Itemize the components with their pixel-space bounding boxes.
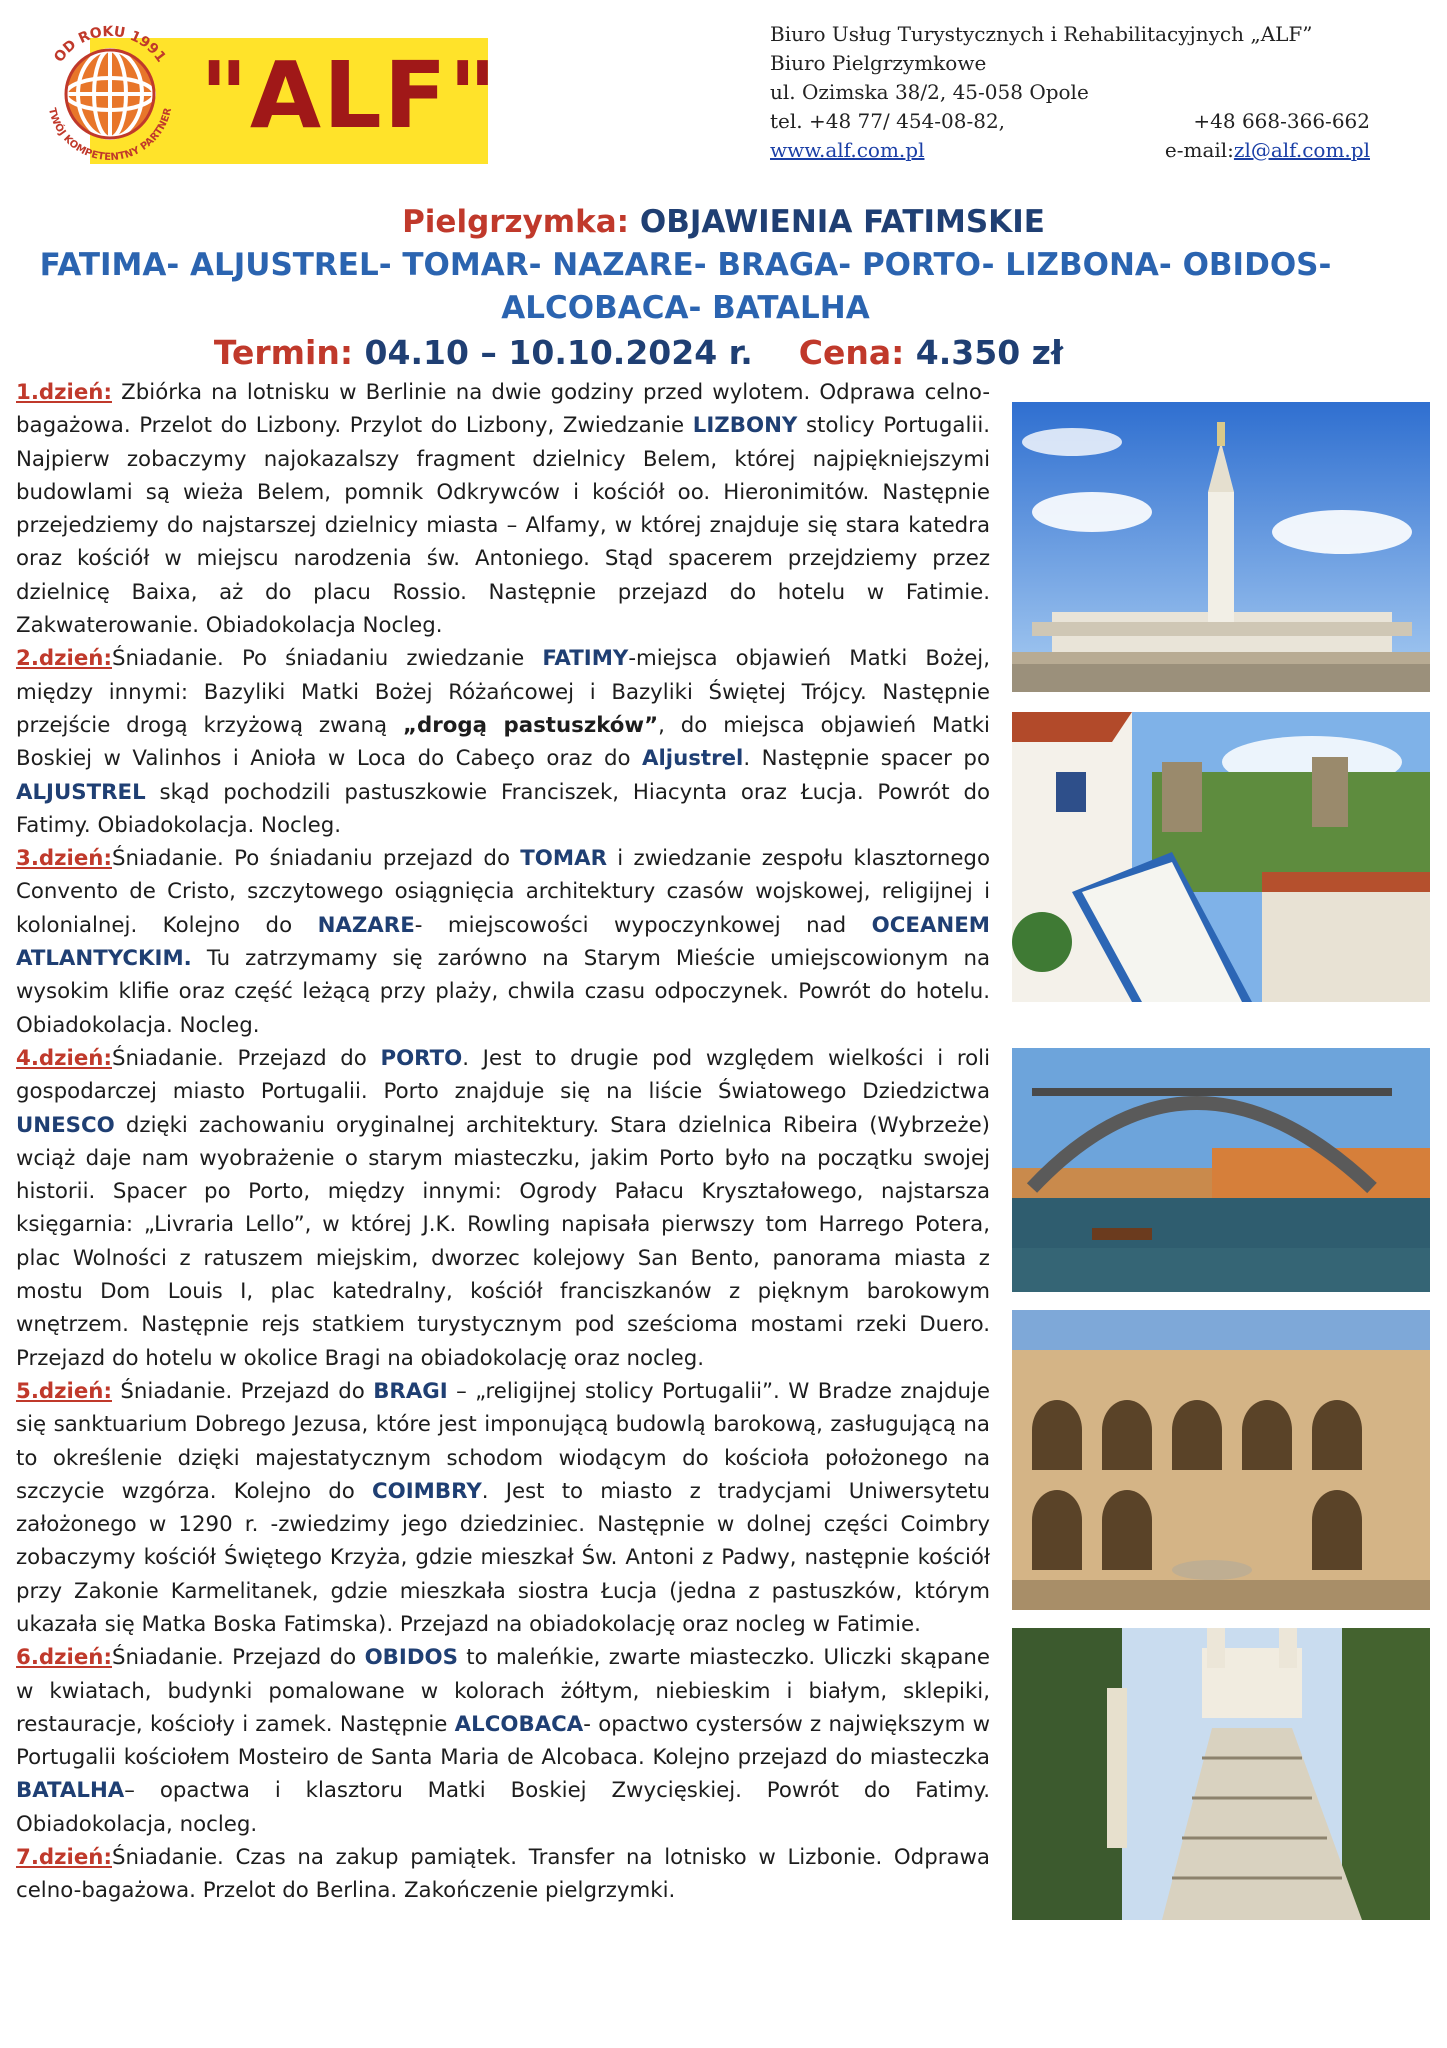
- day-keyword: OCEANEM ATLANTYCKIM.: [16, 912, 990, 972]
- cena-value: 4.350 zł: [915, 333, 1064, 372]
- fatima-sanctuary-photo: [1012, 402, 1430, 692]
- itinerary: [16, 376, 990, 1908]
- day-text: . Jest to miasto z tradycjami Uniwersytetu założonego w 1290 r. -zwiedzimy jego dziedziniec. Następnie w dolnej części Coimbry zobaczymy kościół Świętego Krzyża, gdzie mieszkał Św. Antoni z Padwy, następnie kościół przy Zakonie Karmelitanek, gdzie mieszkała siostra Łucja (jedna z pastuszków, którym ukazała się Matka Boska Fatimska). Przejazd na obiadokolację oraz nocleg w Fatimie.: [16, 1478, 990, 1637]
- convento-de-cristo-photo: [1012, 1310, 1430, 1610]
- globe-icon: [30, 14, 190, 174]
- agency-website-link[interactable]: www.alf.com.pl: [770, 138, 925, 162]
- day-text: Zbiórka na lotnisku w Berlinie na dwie godziny przed wylotem. Odprawa celno-bagażowa. Przelot do Lizbony. Przylot do Lizbony, Zwiedzanie: [16, 380, 990, 439]
- logo-ring-top: OD ROKU 1991: [51, 23, 169, 66]
- day-text: Śniadanie. Przejazd do: [111, 1645, 365, 1671]
- day-text: skąd pochodzili pastuszkowie Franciszek, Hiacynta oraz Łucja. Powrót do Fatimy. Obiadokolacja. Nocleg.: [16, 779, 990, 838]
- agency-address: ul. Ozimska 38/2, 45-058 Opole: [770, 80, 1089, 104]
- day-text: Tu zatrzymamy się zarówno na Starym Mieście umiejscowionym na wysokim klifie oraz część leżącą przy plaży, chwila czasu odpoczynek. Powrót do hotelu. Obiadokolacja. Nocleg.: [16, 946, 990, 1038]
- day-1: [16, 376, 990, 642]
- day-text: Śniadanie. Przejazd do: [111, 1045, 381, 1071]
- agency-contact: [770, 20, 1370, 165]
- day-text: stolicy Portugalii. Najpierw zobaczymy najokazalszy fragment dzielnicy Belem, której najpiękniejszymi budowlami są wieża Belem, pomnik Odkrywców i kościół oo. Hieronimitów. Następnie przejedziemy do najstarszej dzielnicy miasta – Alfamy, w której znajduje się stara katedra oraz kościół w miejscu narodzenia św. Antoniego. Stąd spacerem przejdziemy przez dzielnicę Baixa, aż do placu Rossio. Następnie przejazd do hotelu w Fatimie. Zakwaterowanie. Obiadokolacja Nocleg.: [16, 413, 991, 639]
- agency-subtitle: Biuro Pielgrzymkowe: [770, 51, 987, 75]
- day-quote: „drogą pastuszków”: [402, 712, 659, 738]
- agency-phone: tel. +48 77/ 454-08-82,: [770, 109, 1006, 133]
- day-2: [16, 642, 990, 842]
- route-line-2: ALCOBACA- BATALHA: [501, 290, 870, 326]
- day-label: 7.dzień:: [16, 1845, 112, 1871]
- logo-ring-bottom: TWÓJ KOMPETENTNY PARTNER: [45, 106, 175, 164]
- day-7: [16, 1841, 990, 1908]
- day-text: -miejsca objawień Matki Bożej, między innymi: Bazyliki Matki Bożej Różańcowej i Bazyliki Świętej Trójcy. Następnie przejście drogą krzyżową zwaną: [16, 646, 990, 738]
- date-price-line: [0, 333, 1362, 372]
- day-6: [16, 1641, 990, 1841]
- day-keyword: FATIMY: [542, 646, 629, 672]
- route-line-1: FATIMA- ALJUSTREL- TOMAR- NAZARE- BRAGA- PORTO- LIZBONA- OBIDOS-: [39, 247, 1332, 283]
- cena-label: Cena:: [798, 333, 905, 372]
- day-label: 5.dzień:: [16, 1378, 112, 1404]
- termin-value: 04.10 – 10.10.2024 r.: [364, 333, 753, 372]
- day-keyword: OBIDOS: [364, 1645, 458, 1671]
- day-text: . Jest to drugie pod względem wielkości i roli gospodarczej miasto Portugalii. Porto znajduje się na liście Światowego Dziedzictwa: [16, 1045, 990, 1105]
- alf-logo: [30, 14, 499, 174]
- day-keyword: NAZARE: [317, 912, 415, 938]
- day-keyword: ALCOBACA: [454, 1711, 584, 1737]
- day-text: – opactwa i klasztoru Matki Boskiej Zwycięskiej. Powrót do Fatimy. Obiadokolacja, nocleg.: [16, 1778, 990, 1837]
- day-text: - miejscowości wypoczynkowej nad: [414, 912, 872, 938]
- day-keyword: UNESCO: [16, 1112, 115, 1138]
- day-4: [16, 1042, 990, 1375]
- day-label: 3.dzień:: [16, 846, 112, 872]
- logo-text: "ALF": [200, 42, 499, 149]
- day-text: Śniadanie. Po śniadaniu zwiedzanie: [111, 646, 543, 672]
- day-text: , do miejsca objawień Matki Boskiej w Valinhos i Anioła w Loca do Cabeço oraz do: [16, 712, 990, 772]
- day-text: . Następnie spacer po: [743, 746, 990, 772]
- day-keyword: COIMBRY: [372, 1478, 482, 1504]
- porto-bridge-photo: [1012, 1048, 1430, 1292]
- day-keyword: LIZBONY: [692, 413, 798, 439]
- day-text: – „religijnej stolicy Portugalii”. W Bradze znajduje się sanktuarium Dobrego Jezusa, które jest imponującą budowlą barokową, zasługującą na to określenie dzięki majestatycznym schodom wiodącym do kościoła położonego na szczycie wzgórza. Kolejno do: [16, 1378, 991, 1504]
- day-keyword: Aljustrel: [642, 746, 744, 772]
- day-keyword: PORTO: [380, 1045, 463, 1071]
- day-keyword: ALJUSTREL: [16, 779, 146, 805]
- day-text: - opactwo cystersów z największym w Portugalii kościołem Mosteiro de Santa Maria de Alcobaca. Kolejno przejazd do miasteczka: [16, 1711, 990, 1771]
- page-title: [0, 204, 1447, 240]
- day-label: 4.dzień:: [16, 1045, 112, 1071]
- day-label: 6.dzień:: [16, 1645, 112, 1671]
- agency-email-link[interactable]: zl@alf.com.pl: [1233, 138, 1370, 162]
- day-keyword: BRAGI: [373, 1378, 448, 1404]
- day-text: Śniadanie. Czas na zakup pamiątek. Transfer na lotnisko w Lizbonie. Odprawa celno-bagażowa. Przelot do Berlina. Zakończenie pielgrzymki.: [16, 1845, 990, 1904]
- agency-name: Biuro Usług Turystycznych i Rehabilitacyjnych „ALF”: [770, 22, 1313, 46]
- title-main: OBJAWIENIA FATIMSKIE: [639, 204, 1045, 240]
- day-keyword: BATALHA: [16, 1778, 125, 1804]
- day-3: [16, 842, 990, 1042]
- obidos-village-photo: [1012, 712, 1430, 1002]
- day-label: 2.dzień:: [16, 646, 112, 672]
- agency-mobile: +48 668-366-662: [1193, 109, 1370, 133]
- termin-label: Termin:: [213, 333, 354, 372]
- day-text: i zwiedzanie zespołu klasztornego Convento de Cristo, szczytowego osiągnięcia architektury czasów wojskowej, religijnej i kolonialnej. Kolejno do: [16, 846, 990, 938]
- day-text: to maleńkie, zwarte miasteczko. Uliczki skąpane w kwiatach, budynki pomalowane w kolorach żółtym, niebieskim i białym, sklepiki, restauracje, kościoły i zamek. Następnie: [16, 1645, 990, 1737]
- day-text: Śniadanie. Po śniadaniu przejazd do: [111, 846, 521, 872]
- day-label: 1.dzień:: [16, 380, 112, 405]
- day-5: [16, 1375, 990, 1641]
- email-label: e-mail:: [1164, 138, 1234, 162]
- title-label: Pielgrzymka:: [402, 204, 630, 240]
- day-text: dzięki zachowaniu oryginalnej architektury. Stara dzielnica Ribeira (Wybrzeże) wciąż daje nam wyobrażenie o starym miasteczku, jakim Porto było na początku swojej historii. Spacer po Porto, między innymi: Ogrody Pałacu Kryształowego, najstarsza księgarnia: „Livraria Lello”, w której J.K. Rowling napisała pierwszy tom Harrego Potera, plac Wolności z ratuszem miejskim, dworzec kolejowy San Bento, panorama miasta z mostu Dom Louis I, plac katedralny, kościół franciszkanów z pięknym barokowym wnętrzem. Następnie rejs statkiem turystycznym pod sześcioma mostami rzeki Duero. Przejazd do hotelu w okolice Bragi na obiadokolację oraz nocleg.: [16, 1112, 990, 1371]
- day-keyword: TOMAR: [520, 846, 607, 872]
- bom-jesus-braga-photo: [1012, 1628, 1430, 1920]
- day-text: Śniadanie. Przejazd do: [111, 1378, 374, 1404]
